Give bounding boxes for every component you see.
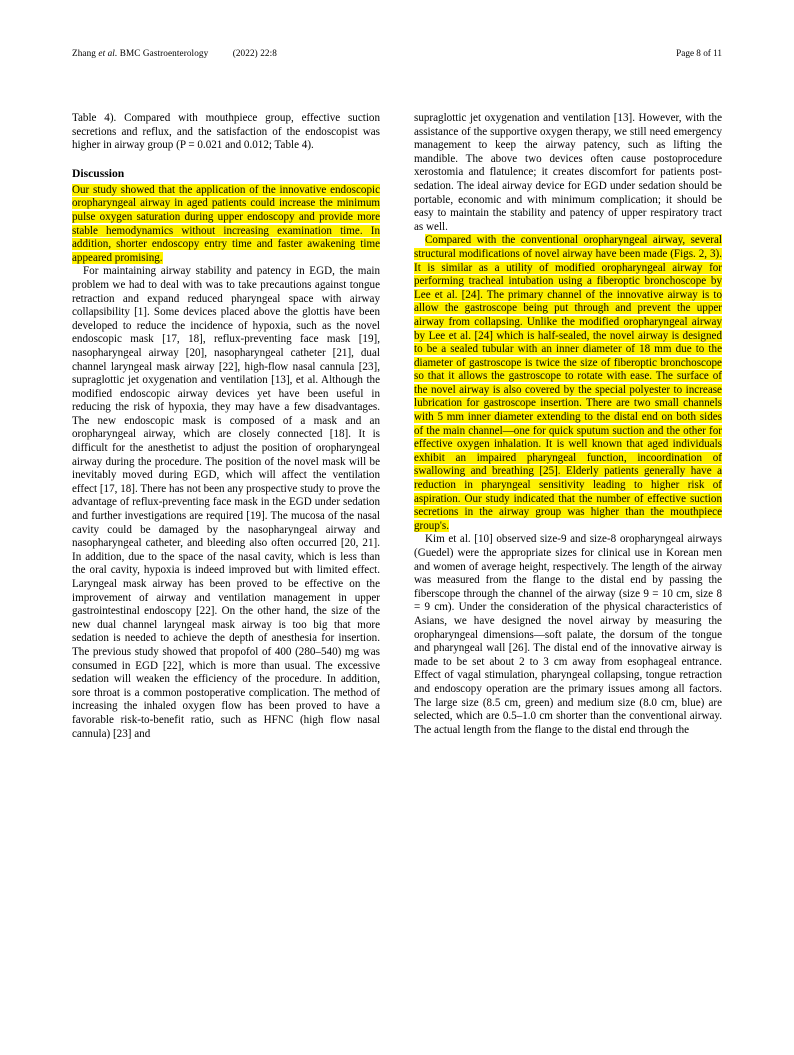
two-column-body (72, 112, 722, 741)
running-head-authors: Zhang (72, 48, 96, 58)
running-head (72, 48, 722, 58)
running-head-journal: BMC Gastroenterology (119, 48, 209, 58)
right-column (414, 112, 722, 741)
paragraph-highlighted (414, 234, 722, 533)
paragraph: Table 4). Compared with mouthpiece group, effective suction secretions and reflux, and the satisfaction of the endoscopist was higher in airway group (P = 0.021 and 0.012; Table 4). (72, 112, 380, 152)
running-head-volume: (2022) 22:8 (232, 48, 277, 58)
highlight-span: Compared with the conventional oropharyngeal airway, several structural modifications of novel airway have been made (Figs. 2, 3). It is similar as a utility of modified oropharyngeal airway for performing tracheal intubation using a fiberoptic bronchoscope by Lee et al. [24]. The primary channel of the innovative airway is to allow the gastroscope being put through and prevent the upper airway from collapsing. Unlike the modified oropharyngeal airway by Lee et al. [24] which is half-sealed, the novel airway is designed to be a sealed tubular with an inner diameter of 18 mm due to the diameter of gastroscope is twice the size of fiberoptic bronchoscope so that it allows the gastroscope to rotate with ease. The surface of the novel airway is also covered by the special polyester to increase lubrication for gastroscope insertion. There are two small channels with 5 mm inner diameter extending to the distal end on both sides of the main channel—one for quick sputum suction and the other for effective oxygen inhalation. It is well known that aged individuals exhibit an impaired pharyngeal function, incoordination of swallowing and breathing [25]. Elderly patients generally have a reduction in pharyngeal sensitivity leading to higher risk of aspiration. Our study indicated that the number of effective suction secretions in the airway group was higher than the mouthpiece group's. (414, 234, 722, 532)
page-number-label: Page 8 of 11 (676, 48, 722, 58)
section-heading-discussion: Discussion (72, 166, 125, 180)
paragraph: For maintaining airway stability and patency in EGD, the main problem we had to deal with was to take precautions against tongue retraction and expand reduced pharyngeal space with airway collapsibility [1]. Some devices placed above the glottis have been developed to reduce the incidence of hypoxia, such as the novel endoscopic mask [17, 18], reflux-preventing face mask [19], nasopharyngeal airway [20], nasopharyngeal catheter [21], dual channel laryngeal mask airway [22], high-flow nasal cannula [23], supraglottic jet oxygenation and ventilation [13], et al. Although the modified endoscopic airway devices yet have been useful in reducing the risk of hypoxia, they may have a few disadvantages. The new endoscopic mask is composed of a mask and an oropharyngeal airway, which are closely connected [18]. It is difficult for the anesthetist to adjust the position of oropharyngeal airway during the procedure. The position of the novel mask will be inevitably moved during EGD, which will affect the ventilation effect [17, 18]. There has not been any prospective study to prove the advantage of reflux-preventing face mask in the EGD under sedation and further investigations are required [19]. The mucosa of the nasal cavity could be damaged by the nasopharyngeal airway and nasopharyngeal catheter, and bleeding also often occurred [20, 21]. In addition, due to the space of the nasal cavity, which is less than the oral cavity, hypoxia is indeed improved but with limited effect. Laryngeal mask airway has been proved to be effective on the improvement of airway and ventilation management in upper gastrointestinal endoscopy [22]. On the other hand, the size of the new dual channel laryngeal mask airway is too big that more sedation is needed to achieve the depth of anesthesia for insertion. The previous study showed that propofol of 400 (280–540) mg was consumed in EGD [22], which is more than usual. The excessive sedation will weaken the efficiency of the procedure. In addition, sore throat is a common postoperative complication. The method of increasing the inhaled oxygen flow has been proved to have a favorable risk-to-benefit ratio, such as HFNC (high flow nasal cannula) [23] and (72, 265, 380, 740)
paragraph: supraglottic jet oxygenation and ventilation [13]. However, with the assistance of the supportive oxygen therapy, we still need emergency management to keep the airway patency, such as lifting the mandible. The above two devices often cause postoprocedure xerostomia and flatulence; it creates discomfort for patients post-sedation. The ideal airway device for EGD under sedation should be portable, economic and with minimum complication; it should be easy to maintain the stability and patency of upper respiratory tract as well. (414, 112, 722, 233)
paragraph-highlighted (72, 184, 380, 266)
running-head-citation (72, 48, 277, 58)
left-column (72, 112, 380, 741)
paragraph: Kim et al. [10] observed size-9 and size-8 oropharyngeal airways (Guedel) were the appropriate sizes for clinical use in Korean men and women of average height, respectively. The length of the airway was measured from the flange to the distal end by passing the fiberscope through the channel of the airway (size 9 = 10 cm, size 8 = 9 cm). Under the consideration of the physical characteristics of Asians, we have designed the novel airway by measuring the oropharyngeal dimensions—soft palate, the dorsum of the tongue and pharyngeal wall [26]. The distal end of the innovative airway is made to be set about 2 to 3 cm away from esophageal entrance. Effect of vagal stimulation, pharyngeal collapsing, tongue retraction and endoscopy operation are the primary issues among all factors. The large size (8.5 cm, green) and medium size (8.0 cm, blue) are selected, which are 0.5–1.0 cm shorter than the conventional airway. The actual length from the flange to the distal end through the (414, 533, 722, 736)
running-head-etal: et al. (98, 48, 118, 58)
highlight-span: Our study showed that the application of the innovative endoscopic oropharyngeal airway in aged patients could increase the minimum pulse oxygen saturation during upper endoscopy and provide more stable hemodynamics without increasing examination time. In addition, shorter endoscopy entry time and faster awakening time appeared promising. (72, 183, 380, 264)
